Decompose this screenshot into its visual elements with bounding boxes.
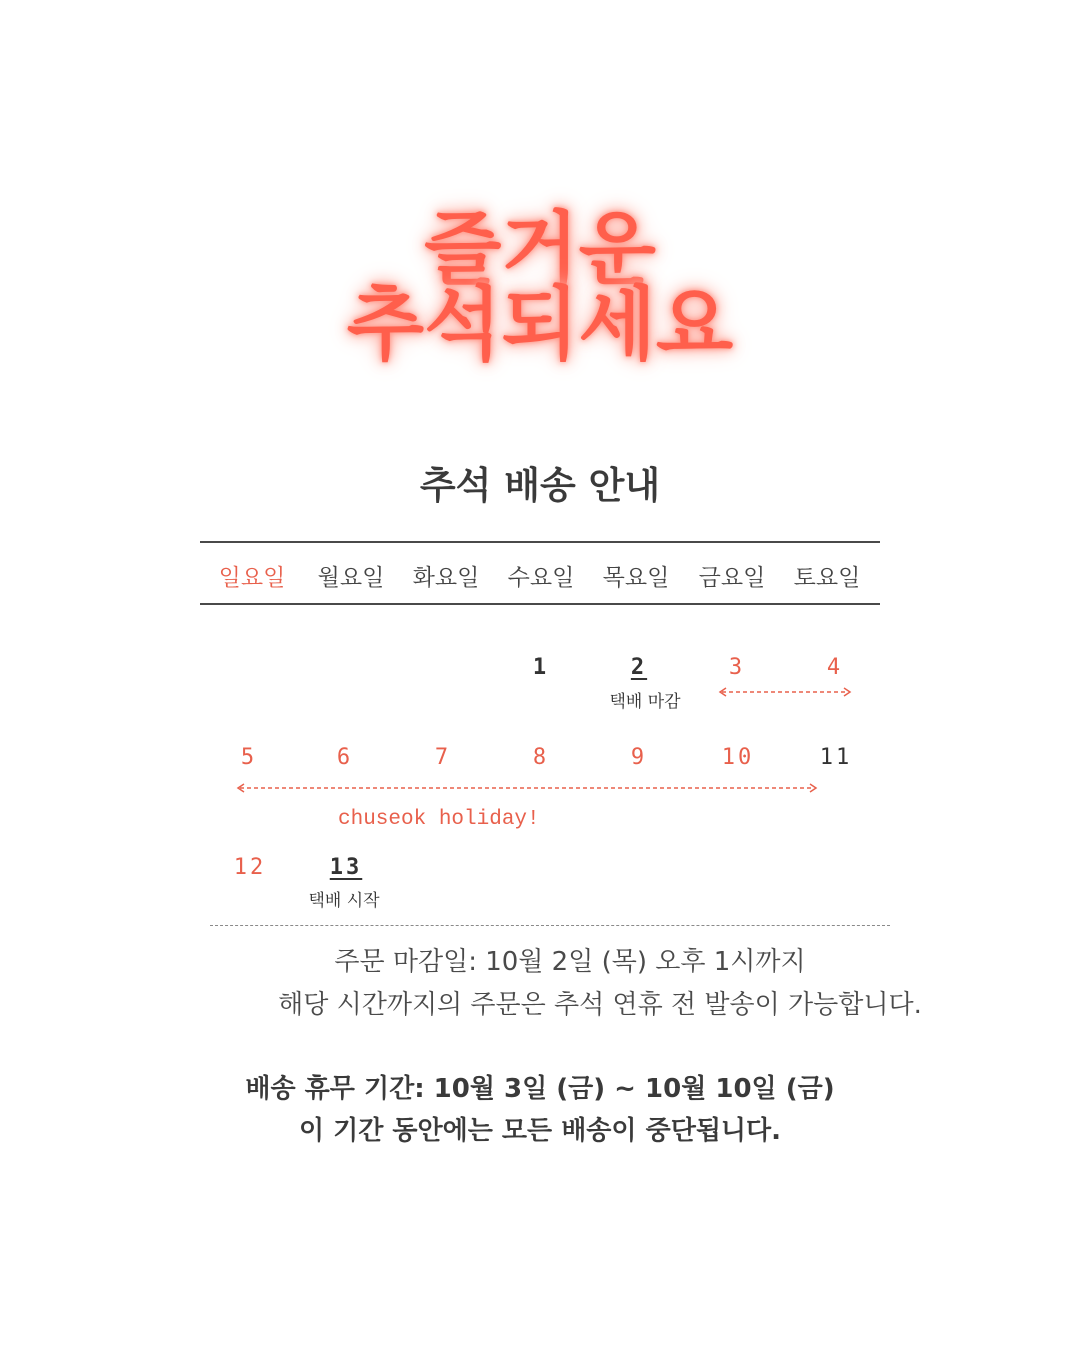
date-13: 13 [329,855,363,880]
date-3: 3 [728,655,746,680]
section-divider [210,925,890,926]
date-12: 12 [233,855,267,880]
closure-period-text: 배송 휴무 기간: 10월 3일 (금) ~ 10월 10일 (금) [245,1074,835,1104]
weekday-wednesday: 수요일 [507,565,575,591]
notice-heading: 추석 배송 안내 [419,464,661,507]
courier-deadline-note: 택배 마감 [609,692,681,712]
weekday-friday: 금요일 [698,565,766,591]
courier-resume-note: 택배 시작 [308,891,380,911]
date-1: 1 [532,655,550,680]
greeting-title-line2: 추석되세요 [346,278,734,371]
date-2: 2 [630,655,648,680]
weekday-thursday: 목요일 [602,565,670,591]
date-4: 4 [826,655,844,680]
weekday-monday: 월요일 [317,565,385,591]
order-deadline-note: 해당 시간까지의 주문은 추석 연휴 전 발송이 가능합니다. [278,990,922,1020]
date-9: 9 [630,745,648,770]
greeting-title-line1: 즐거운 [424,203,656,296]
date-8: 8 [532,745,550,770]
order-deadline-text: 주문 마감일: 10월 2일 (목) 오후 1시까지 [334,947,806,977]
date-5: 5 [240,745,258,770]
weekday-saturday: 토요일 [793,565,861,591]
closure-period-note: 이 기간 동안에는 모든 배송이 중단됩니다. [298,1116,782,1146]
date-11: 11 [819,745,853,770]
weekday-sunday: 일요일 [218,565,286,591]
date-10: 10 [721,745,755,770]
date-7: 7 [434,745,452,770]
holiday-label: chuseok holiday! [338,808,540,831]
date-6: 6 [336,745,354,770]
weekday-tuesday: 화요일 [412,565,480,591]
